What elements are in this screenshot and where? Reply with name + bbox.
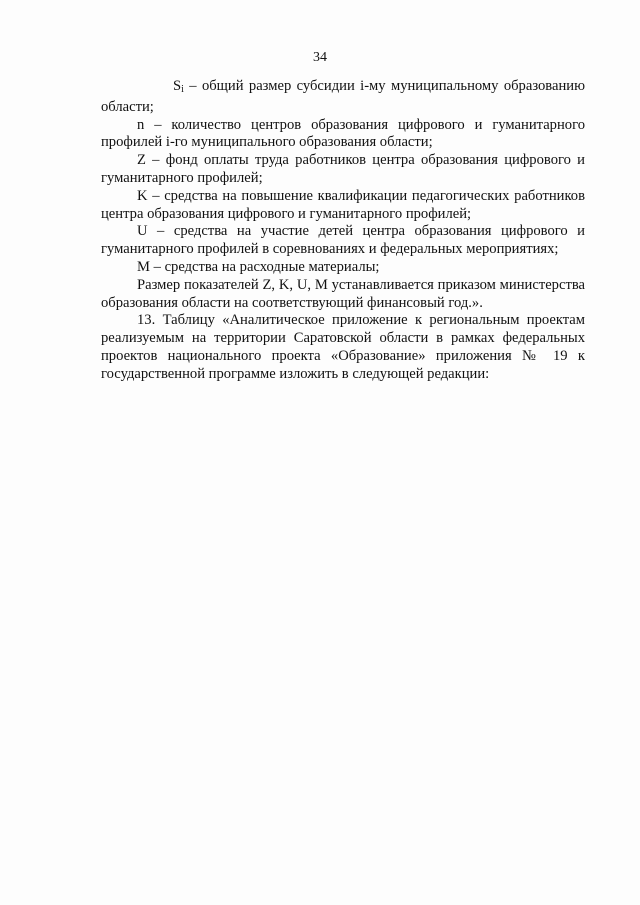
- paragraph-indicators: Размер показателей Z, K, U, M устанавливается приказом министерства образования области на соответствующий финансовый год.».: [101, 276, 585, 311]
- symbol-s-subscript: i: [181, 84, 184, 95]
- paragraph-z: Z – фонд оплаты труда работников центра образования цифрового и гуманитарного профилей;: [101, 152, 585, 186]
- paragraph-u: U – средства на участие детей центра образования цифрового и гуманитарного профилей в соревнованиях и федеральных мероприятиях;: [101, 223, 585, 258]
- paragraph-s-i-text: – общий размер субсидии i-му муниципальному образованию области;: [101, 78, 585, 115]
- paragraph-m: M – средства на расходные материалы;: [137, 258, 380, 275]
- paragraph-k: K – средства на повышение квалификации педагогических работников центра образования цифрового и гуманитарного профилей;: [101, 187, 585, 222]
- paragraph-item-13: 13. Таблицу «Аналитическое приложение к региональным проектам реализуемым на территории Саратовской области в рамках федеральных проектов национального проекта «Образование» приложения № 19 к государственной программе изложить в следующей редакции:: [101, 312, 585, 382]
- paragraph-n: n – количество центров образования цифрового и гуманитарного профилей i-го муниципального образования области;: [101, 116, 585, 151]
- page-number: 34: [313, 50, 327, 65]
- symbol-s: [137, 78, 184, 99]
- paragraph-s-i: [101, 78, 585, 117]
- symbol-s-letter: S: [173, 78, 182, 94]
- document-body: [101, 78, 585, 384]
